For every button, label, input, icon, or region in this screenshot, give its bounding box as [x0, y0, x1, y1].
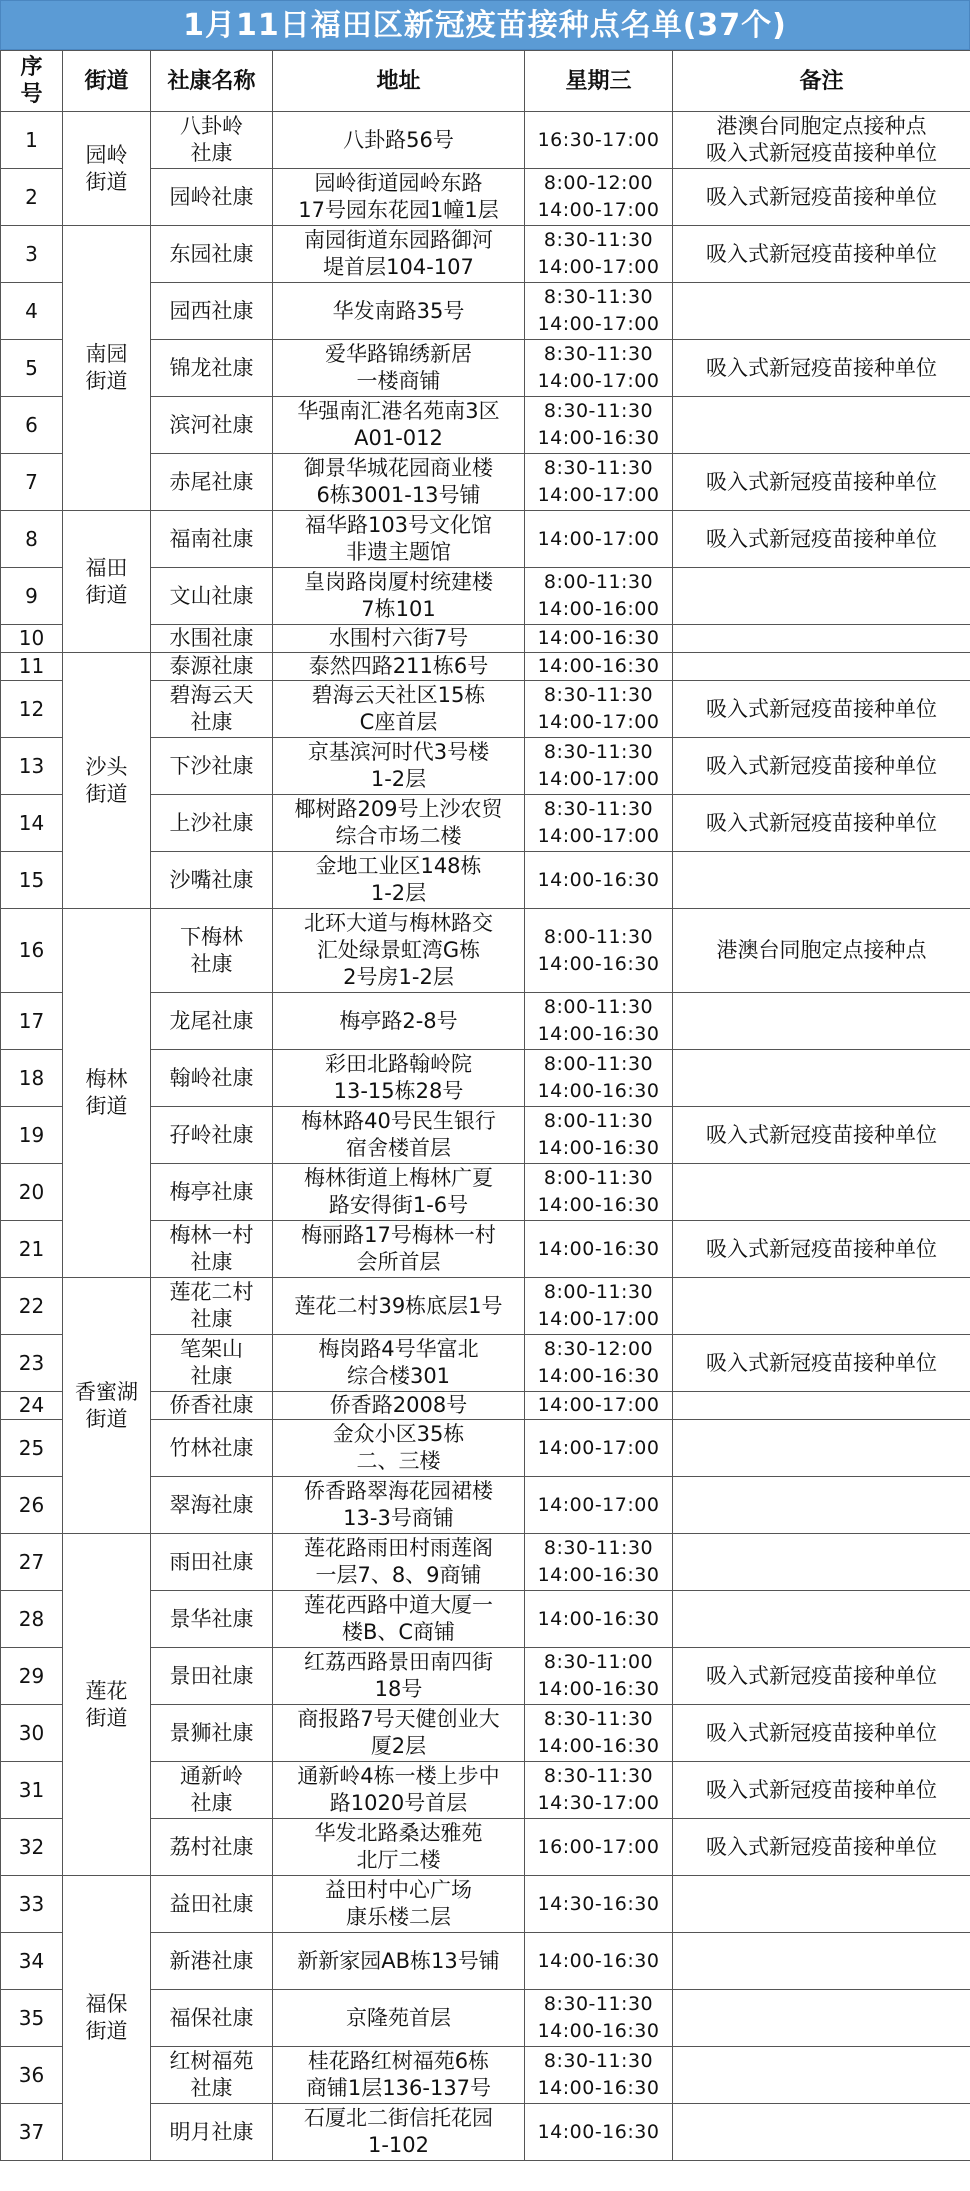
- row-index: 37: [1, 2104, 63, 2161]
- note: 吸入式新冠疫苗接种单位: [673, 226, 970, 283]
- note: [673, 1164, 970, 1221]
- address: 北环大道与梅林路交 汇处绿景虹湾G栋 2号房1-2层: [273, 909, 525, 993]
- note: 吸入式新冠疫苗接种单位: [673, 1107, 970, 1164]
- row-index: 5: [1, 340, 63, 397]
- opening-hours: 14:00-16:30: [525, 1591, 673, 1648]
- table-header-row: [1, 51, 970, 112]
- note: 港澳台同胞定点接种点 吸入式新冠疫苗接种单位: [673, 112, 970, 169]
- row-index: 32: [1, 1819, 63, 1876]
- address: 商报路7号天健创业大 厦2层: [273, 1705, 525, 1762]
- address: 益田村中心广场 康乐楼二层: [273, 1876, 525, 1933]
- opening-hours: 14:00-17:00: [525, 1392, 673, 1420]
- opening-hours: 16:00-17:00: [525, 1819, 673, 1876]
- note: [673, 397, 970, 454]
- row-index: 6: [1, 397, 63, 454]
- health-center-name: 梅亭社康: [151, 1164, 273, 1221]
- street-name: 沙头 街道: [63, 653, 151, 909]
- opening-hours: 8:30-11:30 14:00-17:00: [525, 795, 673, 852]
- note: [673, 1477, 970, 1534]
- header-note: 备注: [673, 51, 970, 112]
- opening-hours: 8:00-11:30 14:00-16:00: [525, 568, 673, 625]
- opening-hours: 8:00-11:30 14:00-16:30: [525, 1107, 673, 1164]
- note: [673, 625, 970, 653]
- opening-hours: 8:30-11:30 14:00-16:30: [525, 1705, 673, 1762]
- note: [673, 1534, 970, 1591]
- table-row: [1, 511, 970, 568]
- table-row: [1, 112, 970, 169]
- note: 吸入式新冠疫苗接种单位: [673, 1335, 970, 1392]
- address: 梅岗路4号华富北 综合楼301: [273, 1335, 525, 1392]
- opening-hours: 8:00-12:00 14:00-17:00: [525, 169, 673, 226]
- address: 莲花二村39栋底层1号: [273, 1278, 525, 1335]
- address: 金地工业区148栋 1-2层: [273, 852, 525, 909]
- address: 梅林路40号民生银行 宿舍楼首层: [273, 1107, 525, 1164]
- opening-hours: 8:00-11:30 14:00-16:30: [525, 993, 673, 1050]
- health-center-name: 景华社康: [151, 1591, 273, 1648]
- row-index: 24: [1, 1392, 63, 1420]
- health-center-name: 滨河社康: [151, 397, 273, 454]
- row-index: 17: [1, 993, 63, 1050]
- note: 吸入式新冠疫苗接种单位: [673, 454, 970, 511]
- table-row: [1, 1876, 970, 1933]
- address: 红荔西路景田南四街 18号: [273, 1648, 525, 1705]
- row-index: 22: [1, 1278, 63, 1335]
- header-index: 序 号: [1, 51, 63, 112]
- row-index: 9: [1, 568, 63, 625]
- note: [673, 993, 970, 1050]
- opening-hours: 14:00-17:00: [525, 1477, 673, 1534]
- row-index: 35: [1, 1990, 63, 2047]
- address: 侨香路2008号: [273, 1392, 525, 1420]
- row-index: 23: [1, 1335, 63, 1392]
- health-center-name: 下沙社康: [151, 738, 273, 795]
- address: 梅林街道上梅林广夏 路安得街1-6号: [273, 1164, 525, 1221]
- table-row: [1, 1534, 970, 1591]
- address: 御景华城花园商业楼 6栋3001-13号铺: [273, 454, 525, 511]
- address: 通新岭4栋一楼上步中 路1020号首层: [273, 1762, 525, 1819]
- opening-hours: 8:00-11:30 14:00-16:30: [525, 1050, 673, 1107]
- note: [673, 653, 970, 681]
- note: 吸入式新冠疫苗接种单位: [673, 1221, 970, 1278]
- street-name: 梅林 街道: [63, 909, 151, 1278]
- row-index: 11: [1, 653, 63, 681]
- row-index: 18: [1, 1050, 63, 1107]
- vaccination-sites-table: [0, 50, 970, 2161]
- health-center-name: 孖岭社康: [151, 1107, 273, 1164]
- address: 京基滨河时代3号楼 1-2层: [273, 738, 525, 795]
- note: [673, 1591, 970, 1648]
- note: 吸入式新冠疫苗接种单位: [673, 795, 970, 852]
- address: 碧海云天社区15栋 C座首层: [273, 681, 525, 738]
- row-index: 19: [1, 1107, 63, 1164]
- health-center-name: 梅林一村 社康: [151, 1221, 273, 1278]
- row-index: 33: [1, 1876, 63, 1933]
- note: [673, 283, 970, 340]
- row-index: 16: [1, 909, 63, 993]
- note: 吸入式新冠疫苗接种单位: [673, 1819, 970, 1876]
- health-center-name: 景田社康: [151, 1648, 273, 1705]
- note: [673, 568, 970, 625]
- opening-hours: 14:00-16:30: [525, 653, 673, 681]
- health-center-name: 福保社康: [151, 1990, 273, 2047]
- address: 莲花西路中道大厦一 楼B、C商铺: [273, 1591, 525, 1648]
- header-hours: 星期三: [525, 51, 673, 112]
- address: 彩田北路翰岭院 13-15栋28号: [273, 1050, 525, 1107]
- address: 水围村六街7号: [273, 625, 525, 653]
- opening-hours: 8:00-11:30 14:00-16:30: [525, 1164, 673, 1221]
- header-street: 街道: [63, 51, 151, 112]
- page-title: 1月11日福田区新冠疫苗接种点名单(37个): [0, 0, 970, 50]
- row-index: 29: [1, 1648, 63, 1705]
- health-center-name: 水围社康: [151, 625, 273, 653]
- note: 吸入式新冠疫苗接种单位: [673, 511, 970, 568]
- note: [673, 1278, 970, 1335]
- note: [673, 2047, 970, 2104]
- address: 南园街道东园路御河 堤首层104-107: [273, 226, 525, 283]
- opening-hours: 8:30-11:30 14:00-17:00: [525, 283, 673, 340]
- health-center-name: 上沙社康: [151, 795, 273, 852]
- opening-hours: 8:30-11:00 14:00-16:30: [525, 1648, 673, 1705]
- row-index: 7: [1, 454, 63, 511]
- street-name: 莲花 街道: [63, 1534, 151, 1876]
- opening-hours: 8:30-11:30 14:00-17:00: [525, 226, 673, 283]
- health-center-name: 明月社康: [151, 2104, 273, 2161]
- address: 皇岗路岗厦村统建楼 7栋101: [273, 568, 525, 625]
- note: [673, 1420, 970, 1477]
- opening-hours: 14:00-16:30: [525, 625, 673, 653]
- opening-hours: 14:00-17:00: [525, 1420, 673, 1477]
- row-index: 15: [1, 852, 63, 909]
- health-center-name: 景狮社康: [151, 1705, 273, 1762]
- row-index: 8: [1, 511, 63, 568]
- table-body: [1, 112, 970, 2161]
- opening-hours: 8:30-11:30 14:00-17:00: [525, 681, 673, 738]
- note: [673, 1392, 970, 1420]
- address: 华发北路桑达雅苑 北厅二楼: [273, 1819, 525, 1876]
- row-index: 25: [1, 1420, 63, 1477]
- address: 梅亭路2-8号: [273, 993, 525, 1050]
- note: [673, 1050, 970, 1107]
- address: 金众小区35栋 二、三楼: [273, 1420, 525, 1477]
- address: 梅丽路17号梅林一村 会所首层: [273, 1221, 525, 1278]
- row-index: 20: [1, 1164, 63, 1221]
- note: [673, 1933, 970, 1990]
- health-center-name: 翰岭社康: [151, 1050, 273, 1107]
- note: [673, 2104, 970, 2161]
- note: 吸入式新冠疫苗接种单位: [673, 1705, 970, 1762]
- health-center-name: 龙尾社康: [151, 993, 273, 1050]
- row-index: 14: [1, 795, 63, 852]
- opening-hours: 8:30-11:30 14:00-17:00: [525, 738, 673, 795]
- health-center-name: 侨香社康: [151, 1392, 273, 1420]
- opening-hours: 8:30-11:30 14:00-17:00: [525, 340, 673, 397]
- opening-hours: 8:30-11:30 14:00-16:30: [525, 1534, 673, 1591]
- address: 京隆苑首层: [273, 1990, 525, 2047]
- header-address: 地址: [273, 51, 525, 112]
- table-row: [1, 1278, 970, 1335]
- address: 园岭街道园岭东路 17号园东花园1幢1层: [273, 169, 525, 226]
- row-index: 12: [1, 681, 63, 738]
- opening-hours: 8:30-11:30 14:00-16:30: [525, 397, 673, 454]
- row-index: 34: [1, 1933, 63, 1990]
- opening-hours: 8:30-11:30 14:00-16:30: [525, 1990, 673, 2047]
- health-center-name: 东园社康: [151, 226, 273, 283]
- address: 石厦北二街信托花园 1-102: [273, 2104, 525, 2161]
- row-index: 4: [1, 283, 63, 340]
- row-index: 13: [1, 738, 63, 795]
- opening-hours: 14:00-16:30: [525, 1221, 673, 1278]
- note: 港澳台同胞定点接种点: [673, 909, 970, 993]
- row-index: 31: [1, 1762, 63, 1819]
- health-center-name: 新港社康: [151, 1933, 273, 1990]
- opening-hours: 8:30-11:30 14:00-17:00: [525, 454, 673, 511]
- row-index: 21: [1, 1221, 63, 1278]
- note: [673, 1876, 970, 1933]
- street-name: 福保 街道: [63, 1876, 151, 2161]
- address: 侨香路翠海花园裙楼 13-3号商铺: [273, 1477, 525, 1534]
- street-name: 园岭 街道: [63, 112, 151, 226]
- opening-hours: 14:00-16:30: [525, 852, 673, 909]
- address: 椰树路209号上沙农贸 综合市场二楼: [273, 795, 525, 852]
- table-row: [1, 226, 970, 283]
- health-center-name: 沙嘴社康: [151, 852, 273, 909]
- health-center-name: 福南社康: [151, 511, 273, 568]
- health-center-name: 碧海云天 社康: [151, 681, 273, 738]
- health-center-name: 园岭社康: [151, 169, 273, 226]
- health-center-name: 文山社康: [151, 568, 273, 625]
- address: 新新家园AB栋13号铺: [273, 1933, 525, 1990]
- row-index: 2: [1, 169, 63, 226]
- note: [673, 1990, 970, 2047]
- health-center-name: 红树福苑 社康: [151, 2047, 273, 2104]
- health-center-name: 通新岭 社康: [151, 1762, 273, 1819]
- health-center-name: 泰源社康: [151, 653, 273, 681]
- opening-hours: 8:00-11:30 14:00-16:30: [525, 909, 673, 993]
- health-center-name: 莲花二村 社康: [151, 1278, 273, 1335]
- note: 吸入式新冠疫苗接种单位: [673, 169, 970, 226]
- health-center-name: 锦龙社康: [151, 340, 273, 397]
- row-index: 10: [1, 625, 63, 653]
- opening-hours: 8:30-12:00 14:00-16:30: [525, 1335, 673, 1392]
- row-index: 36: [1, 2047, 63, 2104]
- opening-hours: 14:30-16:30: [525, 1876, 673, 1933]
- street-name: 香蜜湖 街道: [63, 1278, 151, 1534]
- opening-hours: 8:00-11:30 14:00-17:00: [525, 1278, 673, 1335]
- opening-hours: 14:00-16:30: [525, 1933, 673, 1990]
- health-center-name: 翠海社康: [151, 1477, 273, 1534]
- health-center-name: 雨田社康: [151, 1534, 273, 1591]
- health-center-name: 八卦岭 社康: [151, 112, 273, 169]
- health-center-name: 竹林社康: [151, 1420, 273, 1477]
- opening-hours: 16:30-17:00: [525, 112, 673, 169]
- address: 泰然四路211栋6号: [273, 653, 525, 681]
- opening-hours: 14:00-16:30: [525, 2104, 673, 2161]
- note: 吸入式新冠疫苗接种单位: [673, 738, 970, 795]
- note: [673, 852, 970, 909]
- row-index: 27: [1, 1534, 63, 1591]
- table-row: [1, 909, 970, 993]
- row-index: 3: [1, 226, 63, 283]
- address: 八卦路56号: [273, 112, 525, 169]
- address: 爱华路锦绣新居 一楼商铺: [273, 340, 525, 397]
- address: 华强南汇港名苑南3区 A01-012: [273, 397, 525, 454]
- note: 吸入式新冠疫苗接种单位: [673, 681, 970, 738]
- address: 华发南路35号: [273, 283, 525, 340]
- health-center-name: 笔架山 社康: [151, 1335, 273, 1392]
- health-center-name: 下梅林 社康: [151, 909, 273, 993]
- address: 福华路103号文化馆 非遗主题馆: [273, 511, 525, 568]
- health-center-name: 益田社康: [151, 1876, 273, 1933]
- opening-hours: 14:00-17:00: [525, 511, 673, 568]
- row-index: 30: [1, 1705, 63, 1762]
- note: 吸入式新冠疫苗接种单位: [673, 1762, 970, 1819]
- street-name: 南园 街道: [63, 226, 151, 511]
- opening-hours: 8:30-11:30 14:30-17:00: [525, 1762, 673, 1819]
- health-center-name: 园西社康: [151, 283, 273, 340]
- opening-hours: 8:30-11:30 14:00-16:30: [525, 2047, 673, 2104]
- street-name: 福田 街道: [63, 511, 151, 653]
- header-center: 社康名称: [151, 51, 273, 112]
- note: 吸入式新冠疫苗接种单位: [673, 1648, 970, 1705]
- health-center-name: 荔村社康: [151, 1819, 273, 1876]
- row-index: 28: [1, 1591, 63, 1648]
- health-center-name: 赤尾社康: [151, 454, 273, 511]
- row-index: 1: [1, 112, 63, 169]
- address: 桂花路红树福苑6栋 商铺1层136-137号: [273, 2047, 525, 2104]
- note: 吸入式新冠疫苗接种单位: [673, 340, 970, 397]
- row-index: 26: [1, 1477, 63, 1534]
- table-row: [1, 653, 970, 681]
- address: 莲花路雨田村雨莲阁 一层7、8、9商铺: [273, 1534, 525, 1591]
